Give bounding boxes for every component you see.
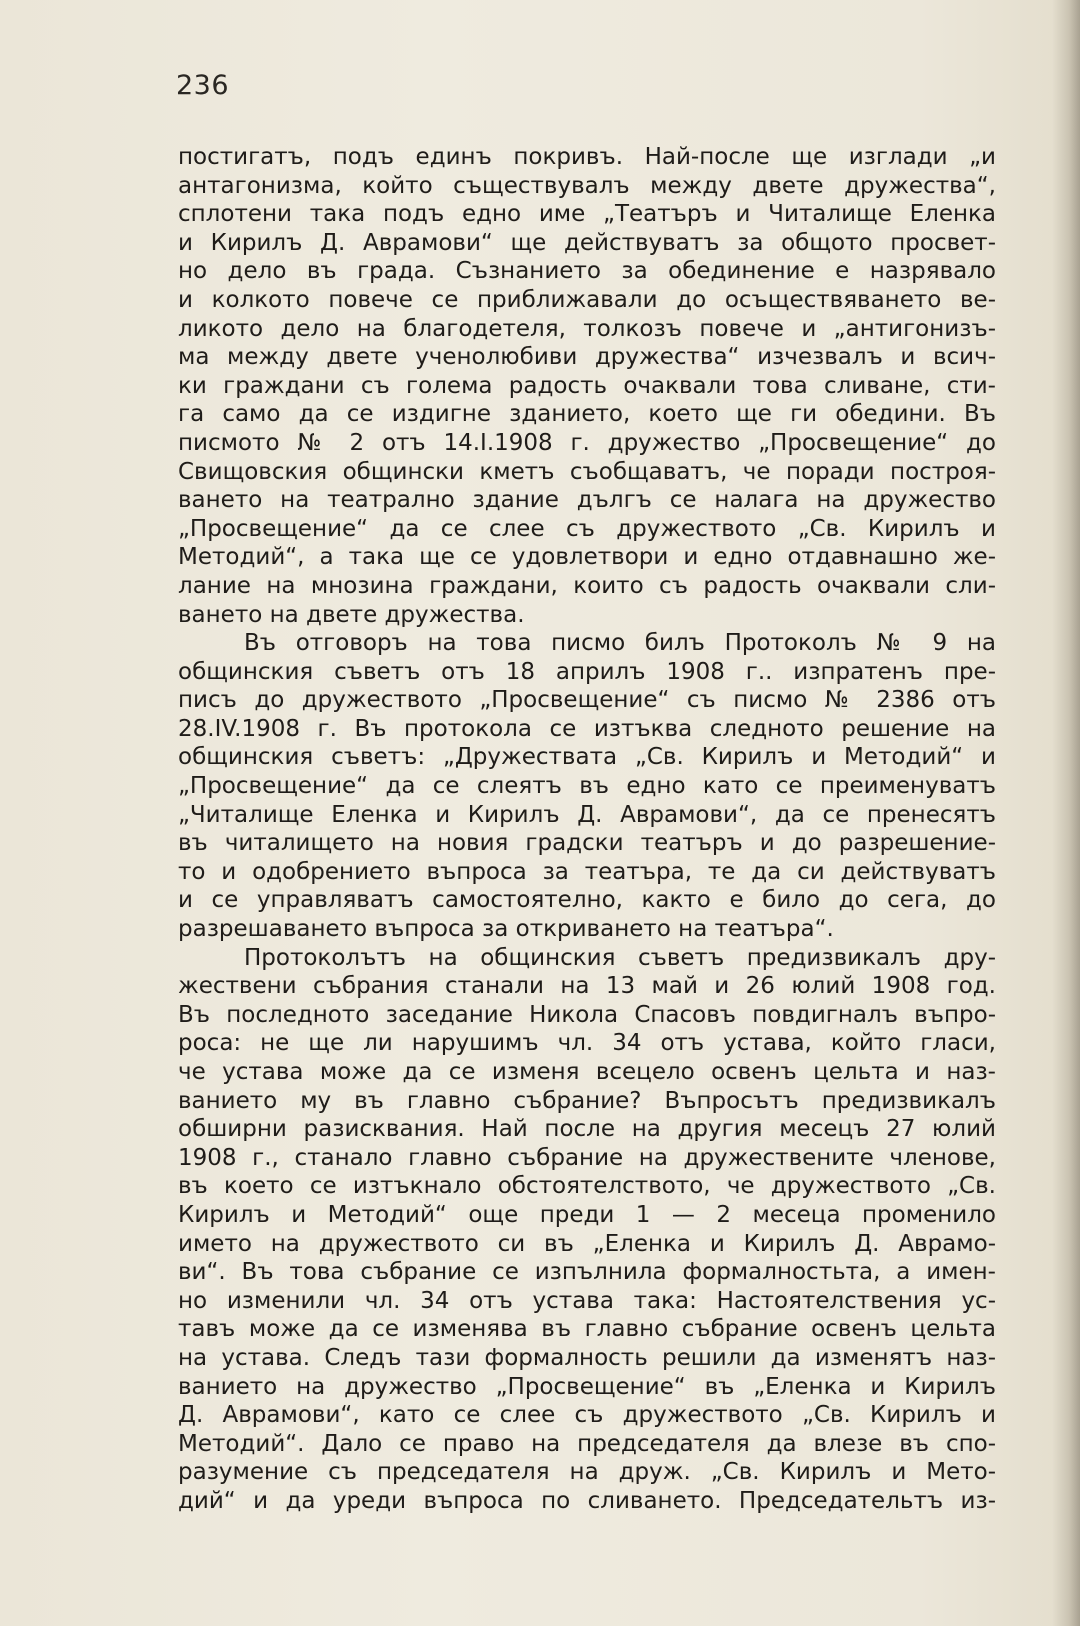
text-line: „Просвещение“ да се слее съ дружеството „Св. Кирилъ и	[178, 515, 996, 542]
text-line: името на дружеството си въ „Еленка и Кирилъ Д. Аврамо-	[178, 1230, 996, 1257]
text-line: дий“ и да уреди въпроса по сливането. Председательтъ из-	[178, 1487, 996, 1514]
text-line: и се управляватъ самостоятелно, както е било до сега, до	[178, 887, 996, 914]
text-line: Протоколътъ на общинския съветъ предизвикалъ дру-	[244, 944, 996, 971]
text-line: ванието на дружество „Просвещение“ въ „Еленка и Кирилъ	[178, 1373, 996, 1400]
text-line: обширни разисквания. Най после на другия месецъ 27 юлий	[178, 1116, 996, 1143]
text-line: че устава може да се изменя всецело освенъ цельта и наз-	[178, 1059, 996, 1085]
text-line: на устава. Следъ тази формалность решили да изменятъ наз-	[178, 1344, 996, 1371]
text-line: Въ отговоръ на това писмо билъ Протоколъ № 9 на	[244, 630, 996, 657]
text-line: Въ последното заседание Никола Спасовъ повдигналъ въпро-	[178, 1001, 996, 1028]
text-line: 1908 г., станало главно събрание на дружествените членове,	[178, 1144, 996, 1171]
text-line: „Читалище Еленка и Кирилъ Д. Аврамови“, да се пренесятъ	[178, 801, 996, 828]
text-line: га само да се издигне зданието, което ще ги обедини. Въ	[178, 401, 996, 428]
text-line: лание на мнозина граждани, които съ радость очаквали сли-	[178, 572, 996, 599]
text-line: ването на двете дружества.	[178, 601, 525, 628]
text-line: ванието му въ главно събрание? Въпросътъ предизвикалъ	[178, 1087, 996, 1114]
text-line: то и одобрението въпроса за театъра, те да си действуватъ	[178, 858, 996, 885]
text-line: и Кирилъ Д. Аврамови“ ще действуватъ за общото просвет-	[178, 229, 996, 256]
text-line: жествени събрания станали на 13 май и 26 юлий 1908 год.	[178, 973, 996, 1000]
text-line: Д. Аврамови“, като се слее съ дружеството „Св. Кирилъ и	[178, 1402, 996, 1429]
text-line: ви“. Въ това събрание се изпълнила формалностьта, а имен-	[178, 1259, 996, 1286]
text-line: антагонизма, който съществувалъ между двете дружества“,	[178, 172, 996, 199]
text-line: писъ до дружеството „Просвещение“ съ писмо № 2386 отъ	[178, 687, 996, 714]
text-line: въ читалището на новия градски театъръ и до разрешение-	[178, 830, 996, 857]
text-line: ликото дело на благодетеля, толкозъ повече и „антигонизъ-	[178, 315, 996, 342]
text-line: роса: не ще ли нарушимъ чл. 34 отъ устава, който гласи,	[178, 1030, 996, 1057]
text-line: но изменили чл. 34 отъ устава така: Настоятелствения ус-	[178, 1287, 996, 1314]
text-line: и колкото повече се приближавали до осъществяването ве-	[178, 286, 996, 313]
text-line: „Просвещение“ да се слеятъ въ едно като се преименуватъ	[178, 773, 996, 800]
text-line: тавъ може да се изменява въ главно събрание освенъ цельта	[178, 1316, 996, 1343]
text-line: ки граждани съ голема радость очаквали това сливане, сти-	[178, 372, 996, 399]
text-line: общинския съветъ отъ 18 априлъ 1908 г.. изпратенъ пре-	[178, 658, 996, 685]
text-line: постигатъ, подъ единъ покривъ. Най-после ще изглади „и	[178, 144, 996, 170]
text-line: Свищовския общински кметъ съобщаватъ, че поради построя-	[178, 458, 996, 485]
text-line: разрешаването въпроса за откриването на театъра“.	[178, 916, 834, 943]
text-line: 28.IV.1908 г. Въ протокола се изтъква следното решение на	[178, 715, 996, 742]
text-line: въ което се изтъкнало обстоятелството, че дружеството „Св.	[178, 1173, 996, 1200]
text-line: ването на театрално здание дългъ се налага на дружество	[178, 487, 996, 514]
text-line: Кирилъ и Методий“ още преди 1 — 2 месеца променило	[178, 1201, 996, 1228]
text-line: но дело въ града. Съзнанието за обединение е назрявало	[178, 258, 996, 285]
text-line: общинския съветъ: „Дружествата „Св. Кирилъ и Методий“ и	[178, 744, 996, 771]
text-line: Методий“, а така ще се удовлетвори и едно отдавнашно же-	[178, 544, 996, 571]
page-number: 236	[176, 70, 230, 101]
text-line: ма между двете ученолюбиви дружества“ изчезвалъ и всич-	[178, 344, 996, 371]
body-text	[178, 143, 996, 1516]
text-line: писмото № 2 отъ 14.I.1908 г. дружество „Просвещение“ до	[178, 429, 996, 456]
page-edge-shadow	[1052, 0, 1080, 1626]
text-line: разумение съ председателя на друж. „Св. Кирилъ и Мето-	[178, 1459, 996, 1486]
text-line: Методий“. Дало се право на председателя да влезе въ спо-	[178, 1430, 996, 1457]
text-line: сплотени така подъ едно име „Театъръ и Читалище Еленка	[178, 201, 996, 228]
